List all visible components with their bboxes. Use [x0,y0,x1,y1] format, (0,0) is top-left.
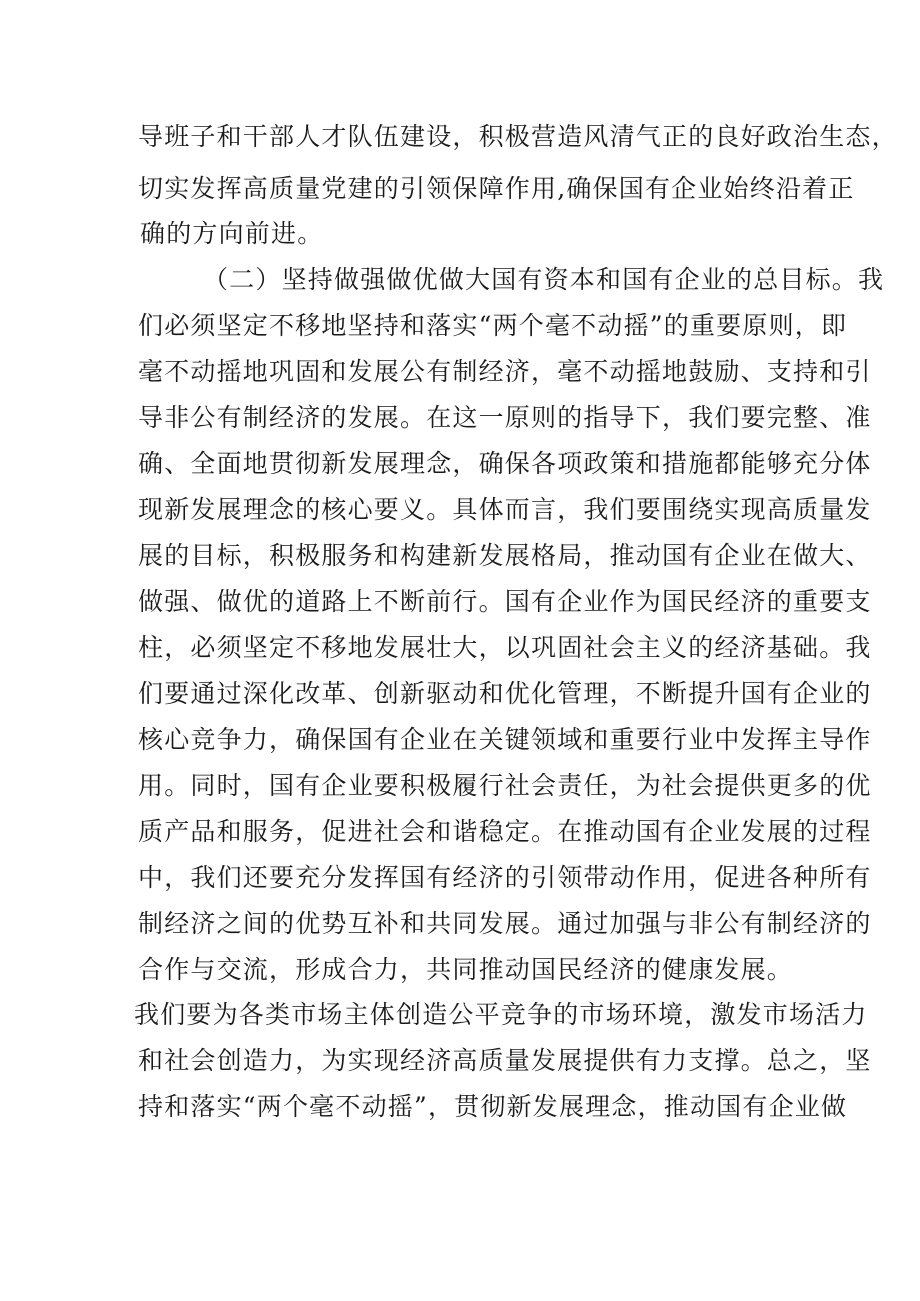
text-line: 们必须坚定不移地坚持和落实“两个毫不动摇”的重要原则，即 [138,311,848,340]
text-line: 毫不动摇地巩固和发展公有制经济，毫不动摇地鼓励、支持和引 [138,357,872,386]
text-line: 质产品和服务，促进社会和谐稳定。在推动国有企业发展的过程 [138,817,872,846]
section-heading-line: （二）坚持做强做优做大国有资本和国有企业的总目标。我 [203,265,885,294]
text-line: 确、全面地贯彻新发展理念，确保各项政策和措施都能够充分体 [138,449,872,478]
text-line: 导非公有制经济的发展。在这一原则的指导下，我们要完整、准 [138,403,872,432]
text-line: 中，我们还要充分发挥国有经济的引领带动作用，促进各种所有 [138,863,872,892]
text-line: 现新发展理念的核心要义。具体而言，我们要围绕实现高质量发 [138,495,872,524]
text-line: 展的目标，积极服务和构建新发展格局，推动国有企业在做大、 [138,541,872,570]
text-line: 合作与交流，形成合力，共同推动国民经济的健康发展。 [138,955,794,984]
text-line: 制经济之间的优势互补和共同发展。通过加强与非公有制经济的 [138,909,872,938]
text-line: 确的方向前进。 [140,219,324,248]
text-line: 用。同时，国有企业要积极履行社会责任，为社会提供更多的优 [138,771,872,800]
text-line: 柱，必须坚定不移地发展壮大，以巩固社会主义的经济基础。我 [138,633,872,662]
text-line: 做强、做优的道路上不断前行。国有企业作为国民经济的重要支 [138,587,872,616]
text-line: 们要通过深化改革、创新驱动和优化管理，不断提升国有企业的 [138,679,872,708]
text-line: 核心竞争力，确保国有企业在关键领域和重要行业中发挥主导作 [138,725,872,754]
text-line: 导班子和干部人才队伍建设，积极营造风清气正的良好政治生态， [138,122,898,151]
text-line: 我们要为各类市场主体创造公平竞争的市场环境，激发市场活力 [134,1000,868,1029]
text-line: 和社会创造力，为实现经济高质量发展提供有力支撑。总之，坚 [138,1046,872,1075]
text-line: 持和落实“两个毫不动摇”，贯彻新发展理念，推动国有企业做 [138,1092,848,1121]
text-line: 切实发挥高质量党建的引领保障作用,确保国有企业始终沿着正 [138,174,855,203]
